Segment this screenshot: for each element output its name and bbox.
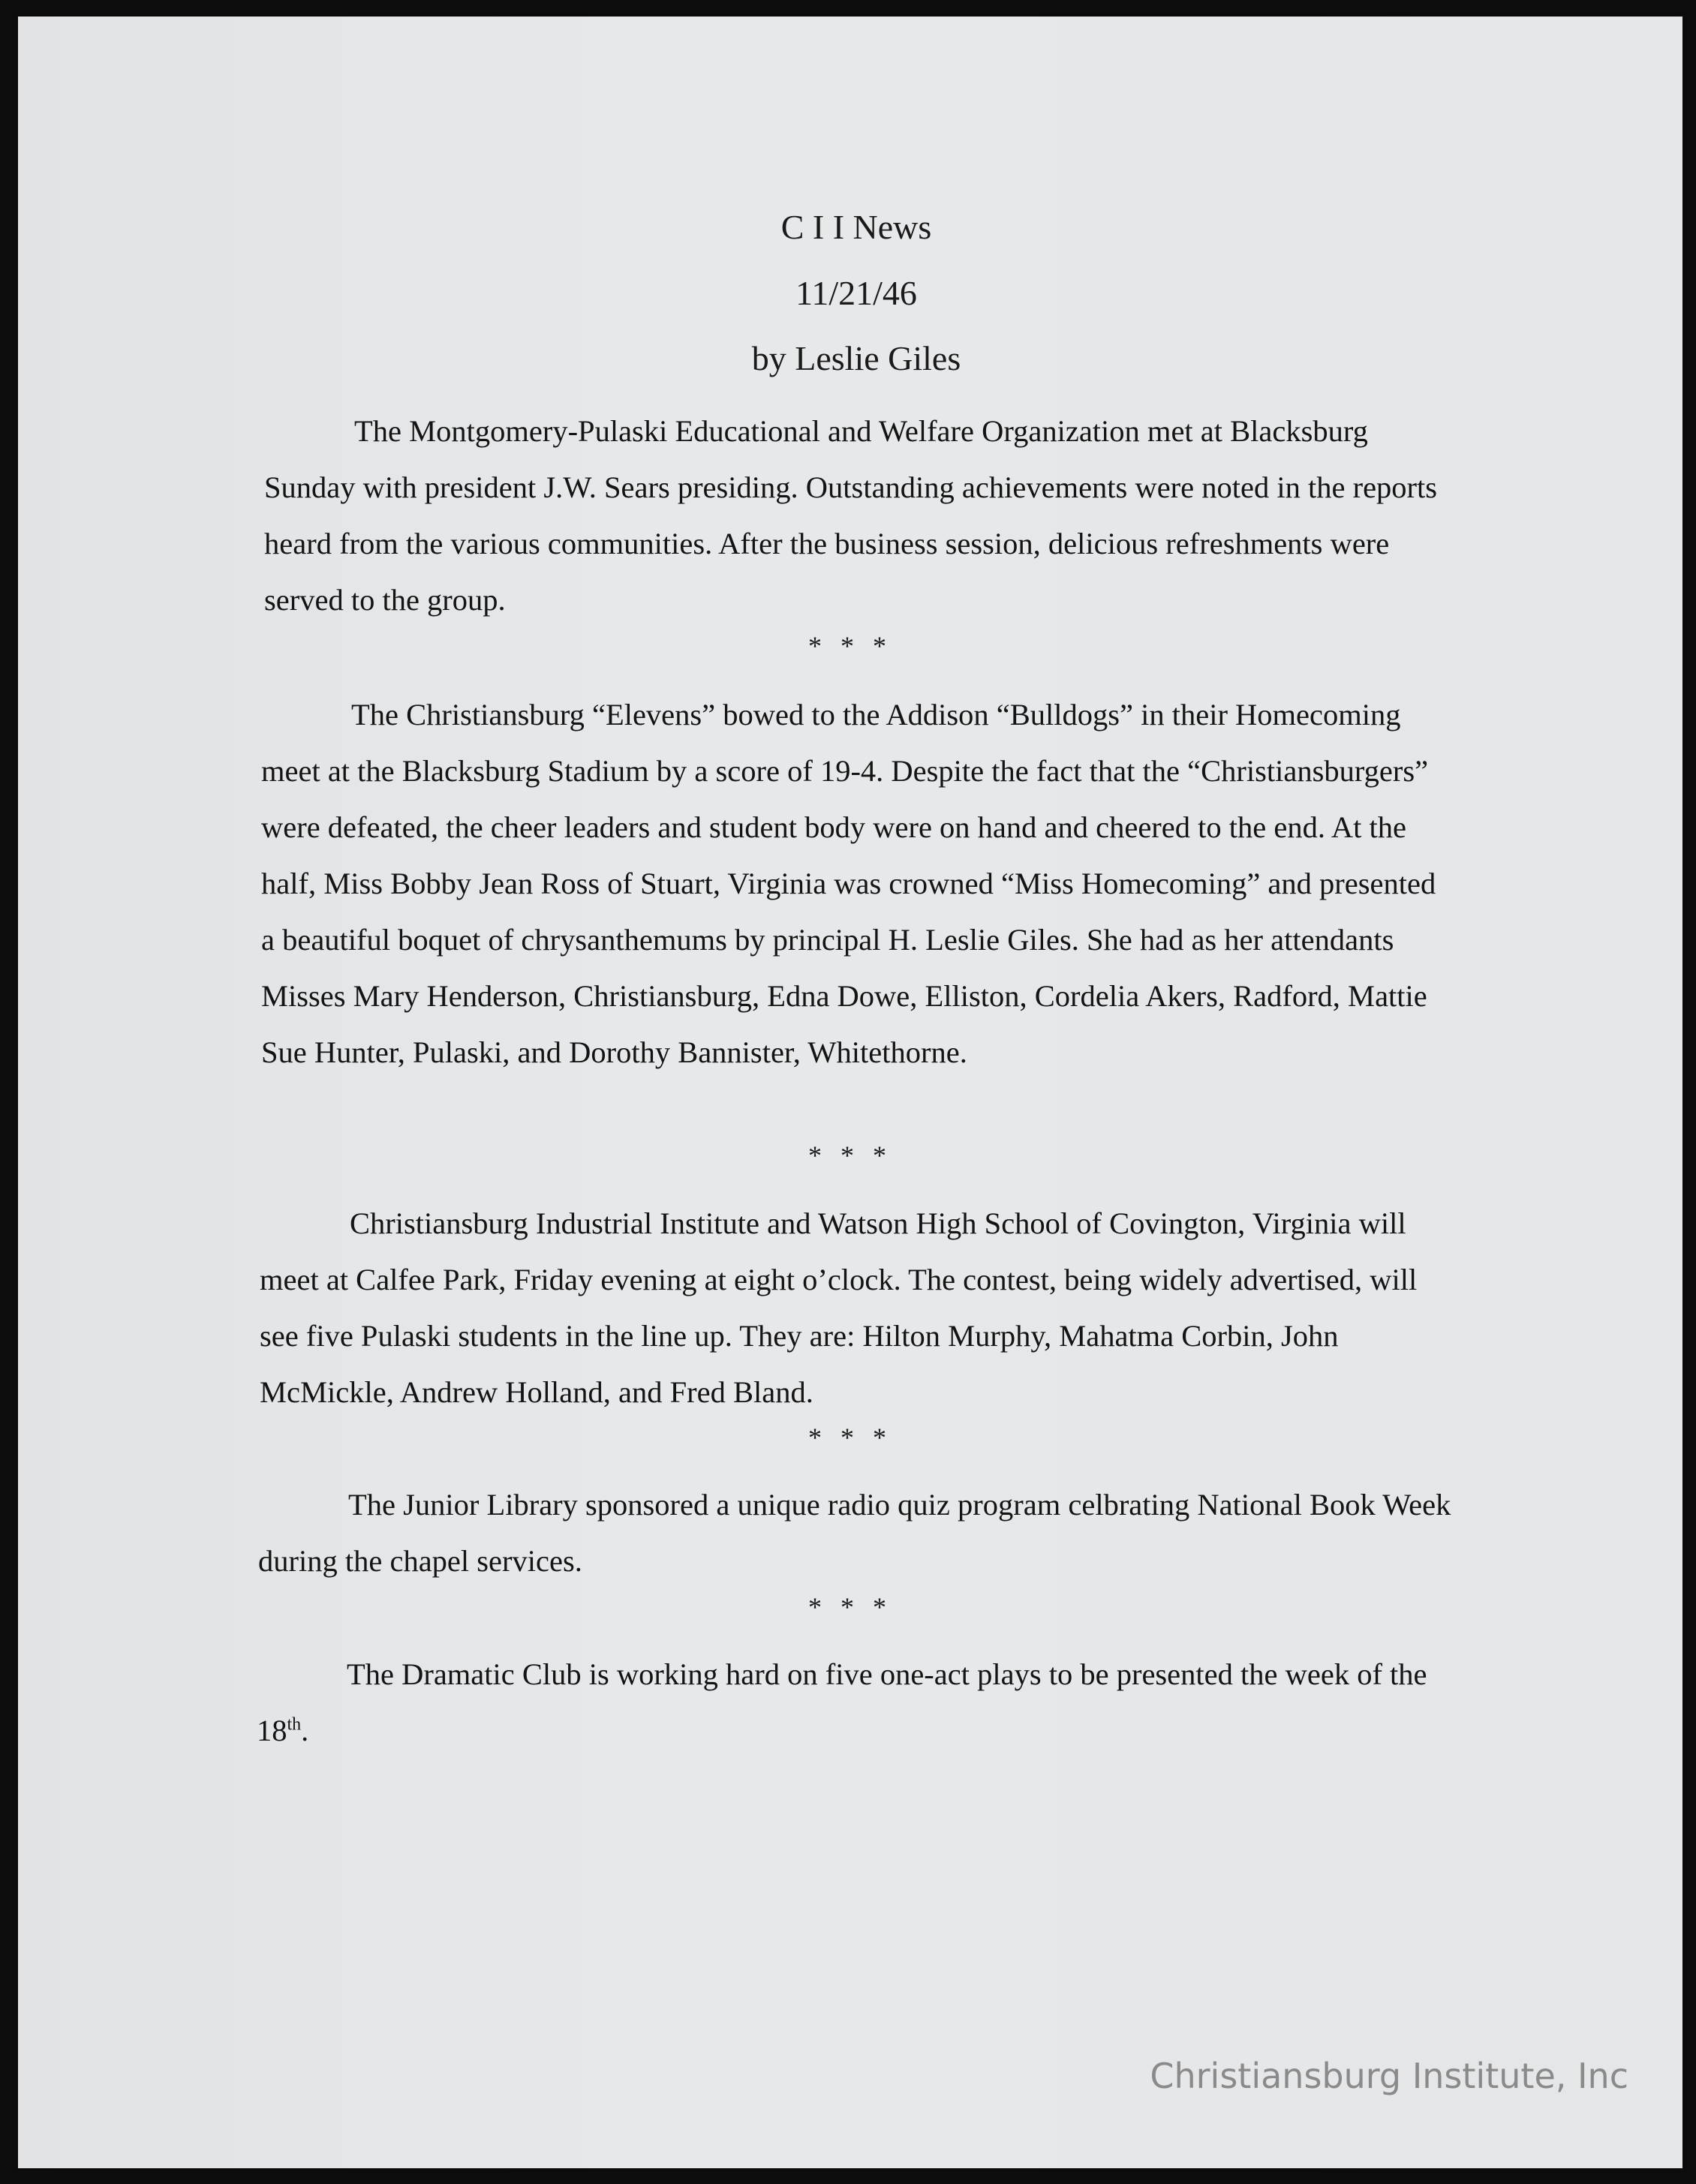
- article-calfee-park-game: [260, 1195, 1453, 1420]
- newsletter-byline: by Leslie Giles: [751, 339, 961, 377]
- watermark: Christiansburg Institute, Inc: [1150, 2056, 1628, 2096]
- separator: * * *: [808, 1422, 892, 1452]
- article-junior-library: [258, 1477, 1451, 1589]
- newsletter-title: C I I News: [780, 208, 932, 246]
- article-organization-meeting: [264, 403, 1450, 628]
- article-text: The Christiansburg “Elevens” bowed to the Addison “Bulldogs” in their Homecoming meet at the Blacksburg Stadium by a score of 19-4. Despite the fact that the “Christiansburgers” were defeated, the cheer leaders and student body were on hand and cheered to the end. At the half, Miss Bobby Jean Ross of Stuart, Virginia was crowned “Miss Homecoming” and presented a beautiful boquet of chrysanthemums by principal H. Leslie Giles. She had as her attendants Misses Mary Henderson, Christiansburg, Edna Dowe, Elliston, Cordelia Akers, Radford, Mattie Sue Hunter, Pulaski, and Dorothy Bannister, Whitethorne.: [261, 698, 1436, 1069]
- article-text: The Montgomery-Pulaski Educational and Welfare Organization met at Blacksburg Sunday with president J.W. Sears presiding. Outstanding achievements were noted in the reports heard from the various communities. After the business session, delicious refreshments were served to the group.: [264, 414, 1438, 617]
- separator: * * *: [808, 631, 892, 661]
- separator: * * *: [808, 1140, 892, 1170]
- newsletter-date: 11/21/46: [795, 274, 917, 312]
- article-homecoming-game: [261, 686, 1454, 1080]
- separator: * * *: [808, 1592, 892, 1622]
- article-text: The Junior Library sponsored a unique radio quiz program celbrating National Book Week during the chapel services.: [258, 1488, 1451, 1578]
- article-text: The Dramatic Club is working hard on five one-act plays to be presented the week of the 18th.: [257, 1657, 1427, 1747]
- document-page: [18, 17, 1682, 2168]
- article-dramatic-club: [257, 1646, 1457, 1759]
- article-text: Christiansburg Industrial Institute and Watson High School of Covington, Virginia will meet at Calfee Park, Friday evening at eight o’clock. The contest, being widely advertised, will see five Pulaski students in the line up. They are: Hilton Murphy, Mahatma Corbin, John McMickle, Andrew Holland, and Fred Bland.: [260, 1206, 1418, 1409]
